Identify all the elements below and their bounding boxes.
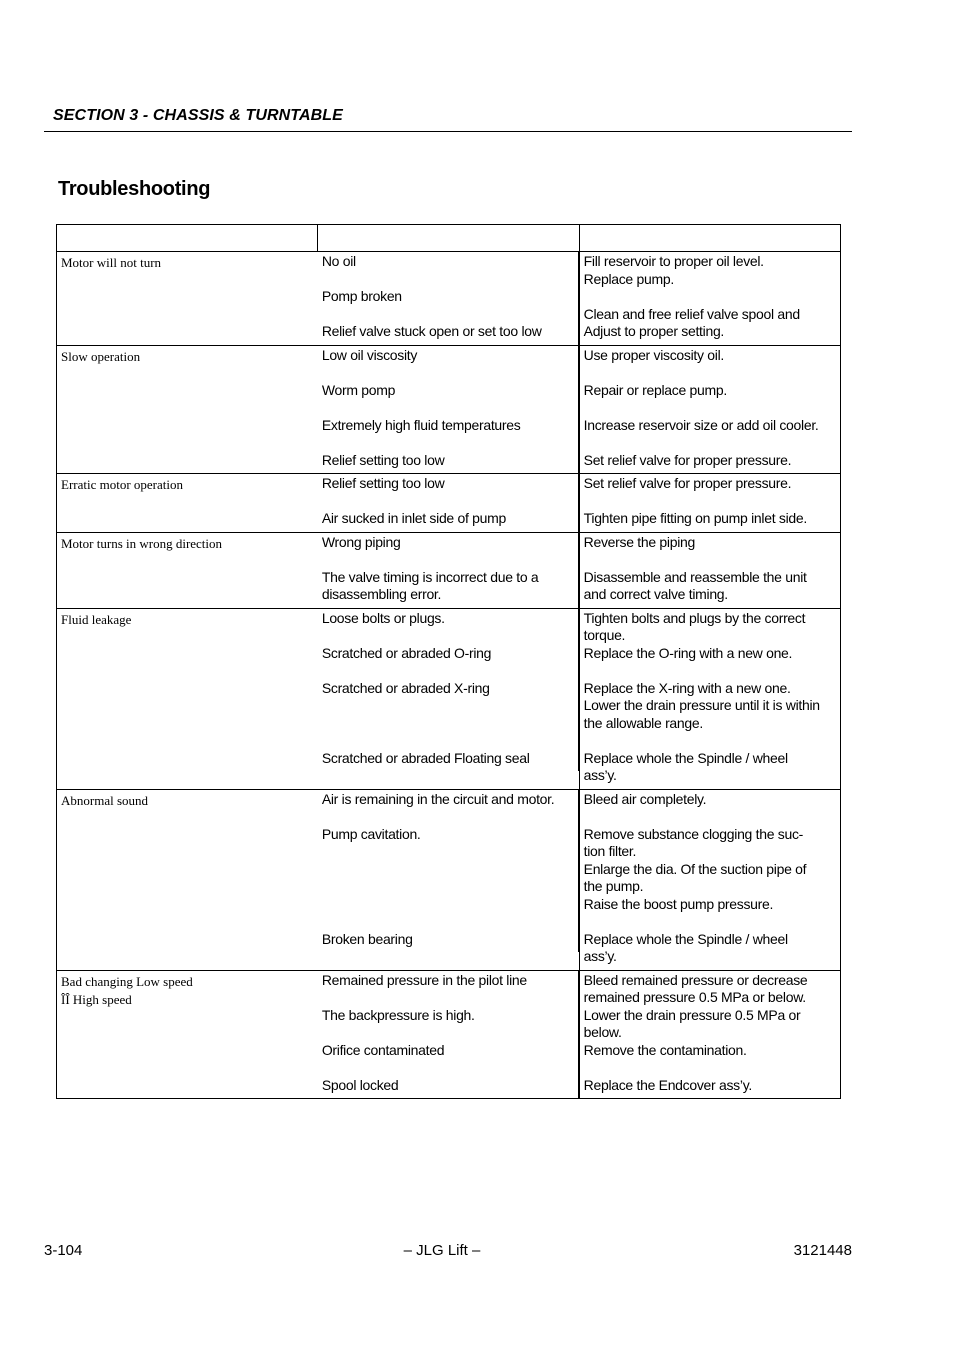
action-cell [579, 608, 840, 789]
troubleshooting-table [56, 224, 841, 1099]
action-line: Repair or replace pump. [583, 381, 727, 398]
action-line: and correct valve timing. [583, 586, 728, 602]
action-line: Remove the contamination. [583, 1041, 747, 1058]
action-line [584, 434, 836, 452]
page-title: Troubleshooting [58, 178, 211, 200]
action-line: remained pressure 0.5 MPa or below. [583, 989, 806, 1005]
table-body [57, 252, 841, 1099]
cause-line [322, 913, 574, 931]
action-line: the allowable range. [583, 714, 703, 731]
cause-line: Spool locked [321, 1076, 399, 1093]
action-line: Lower the drain pressure 0.5 MPa or [583, 1006, 801, 1023]
action-line: Set relief valve for proper pressure. [583, 451, 792, 468]
cause-line [322, 271, 574, 289]
document-number: 3121448 [793, 1242, 852, 1259]
problem-text: Slow operation [61, 348, 141, 364]
action-line: Bleed remained pressure or decrease [583, 971, 808, 988]
cause-line: Relief setting too low [321, 451, 445, 468]
problem-cell [57, 608, 318, 789]
action-cell [579, 474, 840, 533]
action-line: Tighten pipe fitting on pump inlet side. [583, 510, 807, 526]
action-line: Bleed air completely. [583, 790, 707, 807]
problem-cell [57, 970, 318, 1099]
cause-line: Wrong piping [321, 533, 401, 550]
cause-line [322, 1059, 574, 1077]
cause-line: Low oil viscosity [321, 346, 418, 363]
action-line: the pump. [583, 878, 644, 894]
cause-cell [318, 789, 579, 970]
cause-cell [318, 474, 579, 533]
problem-text: Bad changing Low speed ÎÎ High speed [61, 973, 193, 1007]
cause-line [322, 627, 574, 645]
action-line [584, 288, 836, 306]
cause-line: Scratched or abraded X-ring [321, 679, 490, 696]
cause-line: Loose bolts or plugs. [321, 609, 445, 626]
action-line: Tighten bolts and plugs by the correct [583, 609, 806, 626]
action-line: Increase reservoir size or add oil cooler. [583, 416, 819, 433]
action-line [584, 364, 836, 382]
action-line: Remove substance clogging the suc- [583, 825, 804, 842]
table-row [57, 532, 841, 608]
cause-line: Worm pomp [321, 381, 396, 398]
action-line [584, 493, 836, 511]
cause-line: Orifice contaminated [321, 1041, 445, 1058]
action-line: Replace pump. [583, 270, 674, 287]
action-line [584, 399, 836, 417]
cause-line: Pomp broken [321, 288, 402, 304]
problem-text: Motor turns in wrong direction [61, 535, 223, 551]
table-header-row [57, 225, 841, 252]
cause-line [322, 878, 574, 896]
table-row [57, 789, 841, 970]
cause-cell [318, 970, 579, 1099]
action-line [584, 913, 836, 931]
cause-line [322, 493, 574, 511]
cause-cell [318, 532, 579, 608]
action-line: Use proper viscosity oil. [583, 346, 724, 363]
table-row [57, 608, 841, 789]
problem-text: Fluid leakage [61, 611, 132, 627]
action-line: Raise the boost pump pressure. [583, 895, 774, 912]
cause-line: Scratched or abraded Floating seal [321, 749, 530, 766]
cause-line [322, 1024, 574, 1042]
problem-cell [57, 532, 318, 608]
cause-line: Relief setting too low [321, 475, 445, 491]
action-line: Lower the drain pressure until it is within [583, 697, 820, 713]
header-rule [44, 131, 852, 132]
cause-line [322, 808, 574, 826]
action-line [584, 1059, 836, 1077]
footer-brand: – JLG Lift – [403, 1242, 481, 1259]
action-line: ass’y. [583, 948, 617, 964]
action-cell [579, 532, 840, 608]
action-line [584, 732, 836, 750]
cause-line [322, 715, 574, 733]
cause-line [322, 861, 574, 879]
cause-line [322, 551, 574, 569]
problem-cell [57, 345, 318, 474]
action-cell [579, 789, 840, 970]
action-line: Adjust to proper setting. [583, 323, 725, 339]
cause-cell [318, 345, 579, 474]
action-line: ass’y. [583, 767, 617, 783]
cause-line [322, 306, 574, 324]
action-line: Disassemble and reassemble the unit [583, 568, 807, 585]
header-cell-problem [57, 225, 318, 252]
action-line [584, 808, 836, 826]
page-number: 3-104 [44, 1242, 83, 1259]
cause-cell [318, 608, 579, 789]
cause-line: Air is remaining in the circuit and motor. [321, 790, 555, 807]
cause-line [322, 697, 574, 715]
cause-line [322, 843, 574, 861]
cause-line: Scratched or abraded O-ring [321, 644, 492, 661]
action-line [584, 662, 836, 680]
action-line: Replace the X-ring with a new one. [583, 679, 791, 696]
action-line: Set relief valve for proper pressure. [583, 475, 792, 491]
problem-text: Motor will not turn [61, 255, 162, 270]
action-line: torque. [583, 627, 626, 643]
action-line: Fill reservoir to proper oil level. [583, 253, 764, 269]
cause-line: The backpressure is high. [321, 1006, 475, 1023]
action-line: Replace the O-ring with a new one. [583, 644, 793, 661]
action-line [584, 551, 836, 569]
cause-line: Extremely high fluid temperatures [321, 416, 521, 433]
action-line: Enlarge the dia. Of the suction pipe of [583, 860, 807, 877]
cause-cell [318, 252, 579, 346]
cause-line: No oil [321, 253, 356, 269]
problem-cell [57, 789, 318, 970]
problem-text: Abnormal sound [61, 792, 149, 808]
cause-line [322, 896, 574, 914]
cause-line: The valve timing is incorrect due to a [321, 568, 539, 585]
action-cell [579, 345, 840, 474]
header-cell-action [579, 225, 840, 252]
problem-cell [57, 474, 318, 533]
cause-line [322, 399, 574, 417]
section-header: SECTION 3 - CHASSIS & TURNTABLE [53, 107, 343, 124]
cause-line: Remained pressure in the pilot line [321, 971, 527, 988]
cause-line [322, 364, 574, 382]
header-cell-cause [318, 225, 579, 252]
cause-line [322, 662, 574, 680]
problem-cell [57, 252, 318, 346]
cause-line: Pump cavitation. [321, 825, 421, 842]
cause-line: Relief valve stuck open or set too low [321, 323, 542, 339]
action-cell [579, 970, 840, 1099]
cause-line [322, 989, 574, 1007]
action-line: Reverse the piping [583, 533, 695, 550]
action-line: Replace the Endcover ass’y. [583, 1076, 752, 1093]
cause-line: Broken bearing [321, 930, 413, 947]
table-row [57, 970, 841, 1099]
problem-text: Erratic motor operation [61, 477, 184, 492]
cause-line [322, 434, 574, 452]
table-row [57, 474, 841, 533]
table-row [57, 345, 841, 474]
cause-line: Air sucked in inlet side of pump [321, 510, 506, 526]
action-line: below. [583, 1024, 622, 1040]
action-line: Clean and free relief valve spool and [583, 305, 800, 322]
action-line: Replace whole the Spindle / wheel [583, 930, 788, 947]
action-cell [579, 252, 840, 346]
table-row [57, 252, 841, 346]
cause-line: disassembling error. [321, 586, 442, 602]
action-line: Replace whole the Spindle / wheel [583, 749, 788, 766]
action-line: tion filter. [583, 843, 637, 859]
cause-line [322, 732, 574, 750]
